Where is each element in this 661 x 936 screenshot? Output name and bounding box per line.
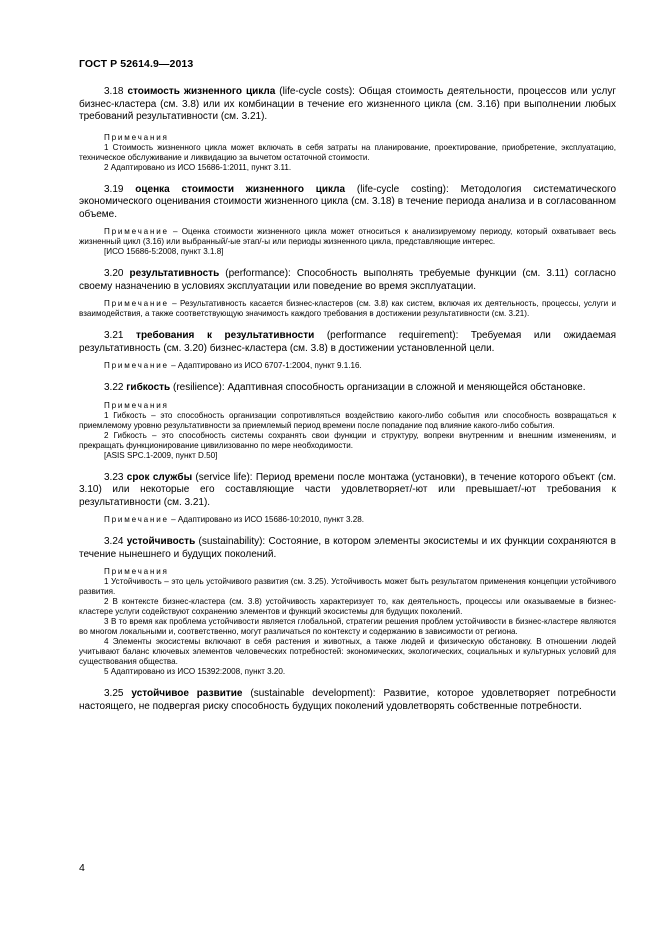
term-definition: 3.23 срок службы (service life): Период времени после монтажа (установки), в течение которого объект (см. 3.10) или некоторые его составляющие части удовлетворяет/-ют или превышает/-ют требования к результативности (см. 3.21). <box>79 471 617 508</box>
term-definition: 3.25 устойчивое развитие (sustainable development): Развитие, которое удовлетворяет потребности настоящего, не подвергая риску способность будущих поколений удовлетворять собственные потребности. <box>79 688 617 712</box>
note-item: 1 Гибкость – это способность организации сопротивляться воздействию какого-либо события или способность возвращаться к приемлемому уровню результативности за приемлемый период времени после попадание под влияние какого-либо события. <box>79 410 616 430</box>
source-reference: [ИСО 15686-5:2008, пункт 3.1.8] <box>104 247 224 256</box>
note-item: 2 В контексте бизнес-кластера (см. 3.8) устойчивость характеризует то, как деятельность, процессы или оказываемые в бизнес-кластере услуги содействуют сохранению элементов и функций экосистемы для будущих поколений. <box>79 597 616 616</box>
note-item: 5 Адаптировано из ИСО 15392:2008, пункт 3.20. <box>104 667 286 676</box>
term-definition: 3.19 оценка стоимости жизненного цикла (life-cycle costing): Методология систематического экономического оценивания стоимости жизненного цикла (см. 3.18) в течение периода анализа и в согласованном объеме. <box>79 183 617 220</box>
term-name: стоимость жизненного цикла <box>127 86 276 97</box>
note-item: 2 Адаптировано из ИСО 15686-1:2011, пункт 3.11. <box>104 162 292 172</box>
term-name: гибкость <box>126 382 171 393</box>
entry-3-20 <box>79 268 616 319</box>
note-item: Примечание – Оценка стоимости жизненного цикла может относиться к анализируемому периоду, который охватывает весь жизненный цикл (3.16) или выбранный/-ые этап/-ы или периоды жизненного цикла, представляющие интерес. <box>79 227 616 246</box>
term-definition: 3.21 требования к результативности (performance requirement): Требуемая или ожидаемая результативность (см. 3.20) бизнес-кластера (см. 3.8) в достижении установленной цели. <box>79 330 616 354</box>
document-page <box>79 58 616 724</box>
note-item: Примечание – Результативность касается бизнес-кластеров (см. 3.8) как систем, включая их деятельность, процессы, услуги и взаимодействия, а также соответствующую значимость каждого требования в достижении результативности (см. 3.21). <box>79 299 616 318</box>
term-name: устойчивое развитие <box>131 688 243 699</box>
note-item: 2 Гибкость – это способность системы сохранять свои функции и структуру, вопреки внутренним и внешним изменениям, и прекращать функционирование цивилизованно по мере необходимости. <box>79 430 616 450</box>
note-item: 1 Устойчивость – это цель устойчивого развития (см. 3.25). Устойчивость может быть результатом применения концепции устойчивого развития. <box>79 577 616 596</box>
term-definition: 3.20 результативность (performance): Способность выполнять требуемые функции (см. 3.11) согласно своему назначению в условиях эксплуатации или поведение во время эксплуатации. <box>79 268 616 292</box>
term-name: результативность <box>129 268 220 279</box>
note-item: Примечание – Адаптировано из ИСО 15686-10:2010, пункт 3.28. <box>104 515 364 524</box>
notes-heading: Примечания <box>104 400 169 410</box>
note-item: 1 Стоимость жизненного цикла может включать в себя затраты на планирование, проектирование, приобретение, эксплуатацию, техническое обслуживание и ликвидацию за вычетом остаточной стоимости. <box>79 142 616 162</box>
term-name: устойчивость <box>126 536 196 547</box>
entry-3-19 <box>79 184 616 258</box>
entry-3-21 <box>79 330 616 371</box>
note-item: 3 В то время как проблема устойчивости является глобальной, стратегии решения проблем устойчивости в бизнес-кластере являются во многом локальными и, соответственно, могут различаться по контексту и содержанию в зависимости от региона. <box>79 617 616 636</box>
entry-3-24 <box>79 536 616 677</box>
document-header: ГОСТ Р 52614.9—2013 <box>79 58 194 70</box>
note-item: Примечание – Адаптировано из ИСО 6707-1:2004, пункт 9.1.16. <box>104 361 362 370</box>
source-reference: [ASIS SPC.1-2009, пункт D.50] <box>104 450 218 460</box>
term-name: оценка стоимости жизненного цикла <box>135 183 346 195</box>
entry-3-18 <box>79 86 616 173</box>
entry-3-23 <box>79 472 616 526</box>
term-name: срок службы <box>126 471 193 483</box>
notes-heading: Примечания <box>104 567 169 576</box>
entry-3-25 <box>79 688 616 713</box>
entry-3-22 <box>79 382 616 461</box>
page-number: 4 <box>79 862 85 874</box>
term-definition: 3.24 устойчивость (sustainability): Состояние, в котором элементы экосистемы и их функции сохраняются в течение нынешнего и будущих поколений. <box>79 536 616 560</box>
term-definition: 3.22 гибкость (resilience): Адаптивная способность организации в сложной и меняющейся обстановке. <box>104 382 586 393</box>
term-definition: 3.18 стоимость жизненного цикла (life-cycle costs): Общая стоимость деятельности, процессов или услуг бизнес-кластера (см. 3.8) или их комбинации в течение его жизненного цикла (см. 3.16) при выполнении любых требований результативности (см. 3.21). <box>79 86 617 122</box>
notes-heading: Примечания <box>104 132 169 142</box>
term-name: требования к результативности <box>136 330 315 341</box>
note-item: 4 Элементы экосистемы включают в себя растения и животных, а также людей и физическую обстановку. В отношении людей учитывают баланс ключевых элементов человеческих потребностей: экономических, экологических, социальных и культурных условий для существования общества. <box>79 637 616 666</box>
